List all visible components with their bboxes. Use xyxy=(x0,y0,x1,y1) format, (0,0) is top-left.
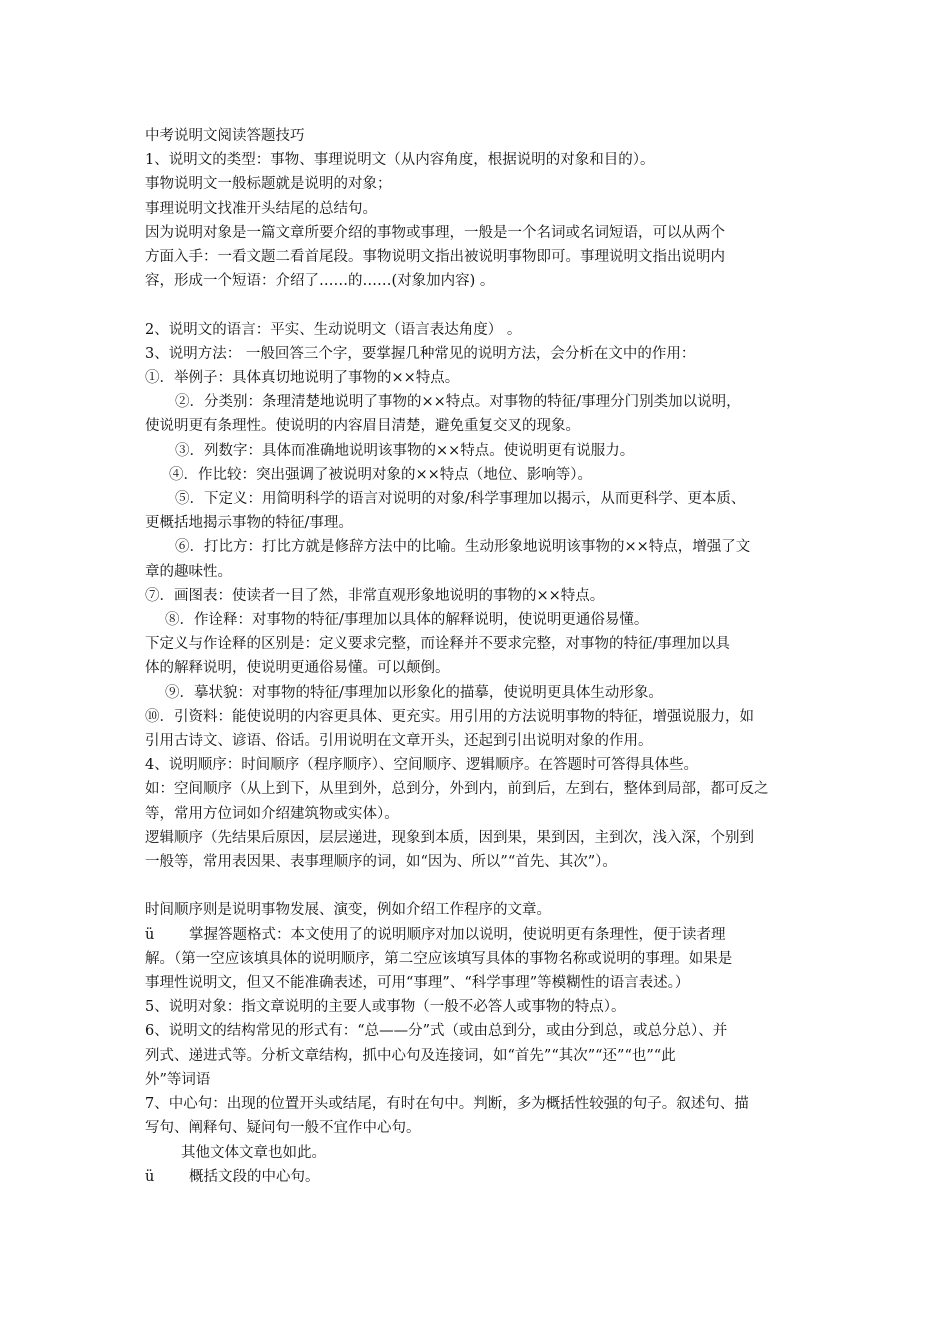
paragraph-structure-line-2: 列式、递进式等。分析文章结构，抓中心句及连接词，如“首先”“其次”“还”“也”“此 xyxy=(145,1047,676,1064)
paragraph-central-line-2: 写句、阐释句、疑问句一般不宜作中心句。 xyxy=(145,1120,421,1137)
paragraph-object-line-1: 因为说明对象是一篇文章所要介绍的事物或事理，一般是一个名词或名词短语，可以从两个 xyxy=(145,224,725,241)
difference-line-1: 下定义与作诠释的区别是：定义要求完整，而诠释并不要求完整，对事物的特征/事理加以具 xyxy=(145,636,730,653)
difference-line-2: 体的解释说明，使说明更通俗易懂。可以颠倒。 xyxy=(145,660,450,677)
method-classify-line-1: ②．分类别：条理清楚地说明了事物的××特点。对事物的特征/事理分门别类加以说明， xyxy=(175,394,741,411)
paragraph-answer-format-line-2: 解。（第一空应该填具体的说明顺序，第二空应该填写具体的事物名称或说明的事理。如果是 xyxy=(145,950,733,967)
paragraph-space-order-line-1: 如：空间顺序（从上到下，从里到外，总到分，外到内，前到后，左到右，整体到局部，都可反之 xyxy=(145,781,769,798)
method-numbers: ③．列数字：具体而准确地说明该事物的××特点。使说明更有说服力。 xyxy=(175,442,635,459)
paragraph-order: 4、说明顺序：时间顺序（程序顺序）、空间顺序、逻辑顺序。在答题时可答得具体些。 xyxy=(145,757,698,774)
paragraph-other-genres: 其他文体文章也如此。 xyxy=(181,1144,326,1161)
method-quote-line-1: ⑩．引资料：能使说明的内容更具体、更充实。用引用的方法说明事物的特征，增强说服力，如 xyxy=(145,708,754,725)
paragraph-reason: 事理说明文找准开头结尾的总结句。 xyxy=(145,200,377,217)
bullet-mark: ü xyxy=(145,926,155,943)
paragraph-type: 1、说明文的类型：事物、事理说明文（从内容角度，根据说明的对象和目的）。 xyxy=(145,152,655,169)
method-describe: ⑨．摹状貌：对事物的特征/事理加以形象化的描摹，使说明更具体生动形象。 xyxy=(165,684,663,701)
document-body xyxy=(145,124,811,1189)
paragraph-summarize xyxy=(145,1165,811,1189)
method-chart: ⑦．画图表：使读者一目了然，非常直观形象地说明的事物的××特点。 xyxy=(145,587,605,604)
method-define-line-2: 更概括地揭示事物的特征/事理。 xyxy=(145,515,353,532)
paragraph-object-answer: 5、说明对象：指文章说明的主要人或事物（一般不必答人或事物的特点）。 xyxy=(145,999,626,1016)
paragraph-language: 2、说明文的语言：平实、生动说明文（语言表达角度） 。 xyxy=(145,321,522,338)
method-quote-line-2: 引用古诗文、谚语、俗话。引用说明在文章开头，还起到引出说明对象的作用。 xyxy=(145,733,653,750)
paragraph-structure-line-3: 外”等词语 xyxy=(145,1071,211,1088)
method-explain: ⑧．作诠释：对事物的特征/事理加以具体的解释说明，使说明更通俗易懂。 xyxy=(165,612,649,629)
paragraph-answer-format-line-3: 事理性说明文，但又不能准确表述，可用“事理”、“科学事理”等模糊性的语言表述。） xyxy=(145,975,690,992)
method-compare: ④．作比较：突出强调了被说明对象的××特点（地位、影响等）。 xyxy=(169,466,593,483)
paragraph-logic-order-line-2: 一般等，常用表因果、表事理顺序的词，如“因为、所以”“首先、其次”）。 xyxy=(145,854,617,871)
paragraph-methods: 3、说明方法： 一般回答三个字，要掌握几种常见的说明方法，会分析在文中的作用： xyxy=(145,345,696,362)
bullet-mark: ü xyxy=(145,1168,155,1185)
paragraph-logic-order-line-1: 逻辑顺序（先结果后原因，层层递进，现象到本质，因到果，果到因，主到次，浅入深，个别到 xyxy=(145,829,754,846)
answer-format-text: 掌握答题格式：本文使用了的说明顺序对加以说明，使说明更有条理性，便于读者理 xyxy=(189,926,726,943)
blank-line xyxy=(145,874,811,898)
paragraph-central-line-1: 7、中心句：出现的位置开头或结尾，有时在句中。判断，多为概括性较强的句子。叙述句、描 xyxy=(145,1096,749,1113)
paragraph-thing: 事物说明文一般标题就是说明的对象； xyxy=(145,176,392,193)
paragraph-structure-line-1: 6、说明文的结构常见的形式有：“总——分”式（或由总到分，或由分到总，或总分总）、并 xyxy=(145,1023,728,1040)
method-example: ①．举例子：具体真切地说明了事物的××特点。 xyxy=(145,370,460,387)
method-define-line-1: ⑤．下定义：用简明科学的语言对说明的对象/科学事理加以揭示，从而更科学、更本质、 xyxy=(175,491,746,508)
method-metaphor-line-1: ⑥．打比方：打比方就是修辞方法中的比喻。生动形象地说明该事物的××特点，增强了文 xyxy=(175,539,751,556)
paragraph-object-line-2: 方面入手：一看文题二看首尾段。事物说明文指出被说明事物即可。事理说明文指出说明内 xyxy=(145,249,725,266)
paragraph-time-order: 时间顺序则是说明事物发展、演变，例如介绍工作程序的文章。 xyxy=(145,902,551,919)
paragraph-object-line-3: 容，形成一个短语：介绍了……的……(对象加内容) 。 xyxy=(145,273,495,290)
method-classify-line-2: 使说明更有条理性。使说明的内容眉目清楚，避免重复交叉的现象。 xyxy=(145,418,580,435)
summarize-text: 概括文段的中心句。 xyxy=(189,1168,320,1185)
paragraph-space-order-line-2: 等，常用方位词如介绍建筑物或实体）。 xyxy=(145,805,399,822)
blank-line xyxy=(145,293,811,317)
method-metaphor-line-2: 章的趣味性。 xyxy=(145,563,232,580)
paragraph-answer-format-line-1 xyxy=(145,923,811,947)
document-title: 中考说明文阅读答题技巧 xyxy=(145,128,305,144)
